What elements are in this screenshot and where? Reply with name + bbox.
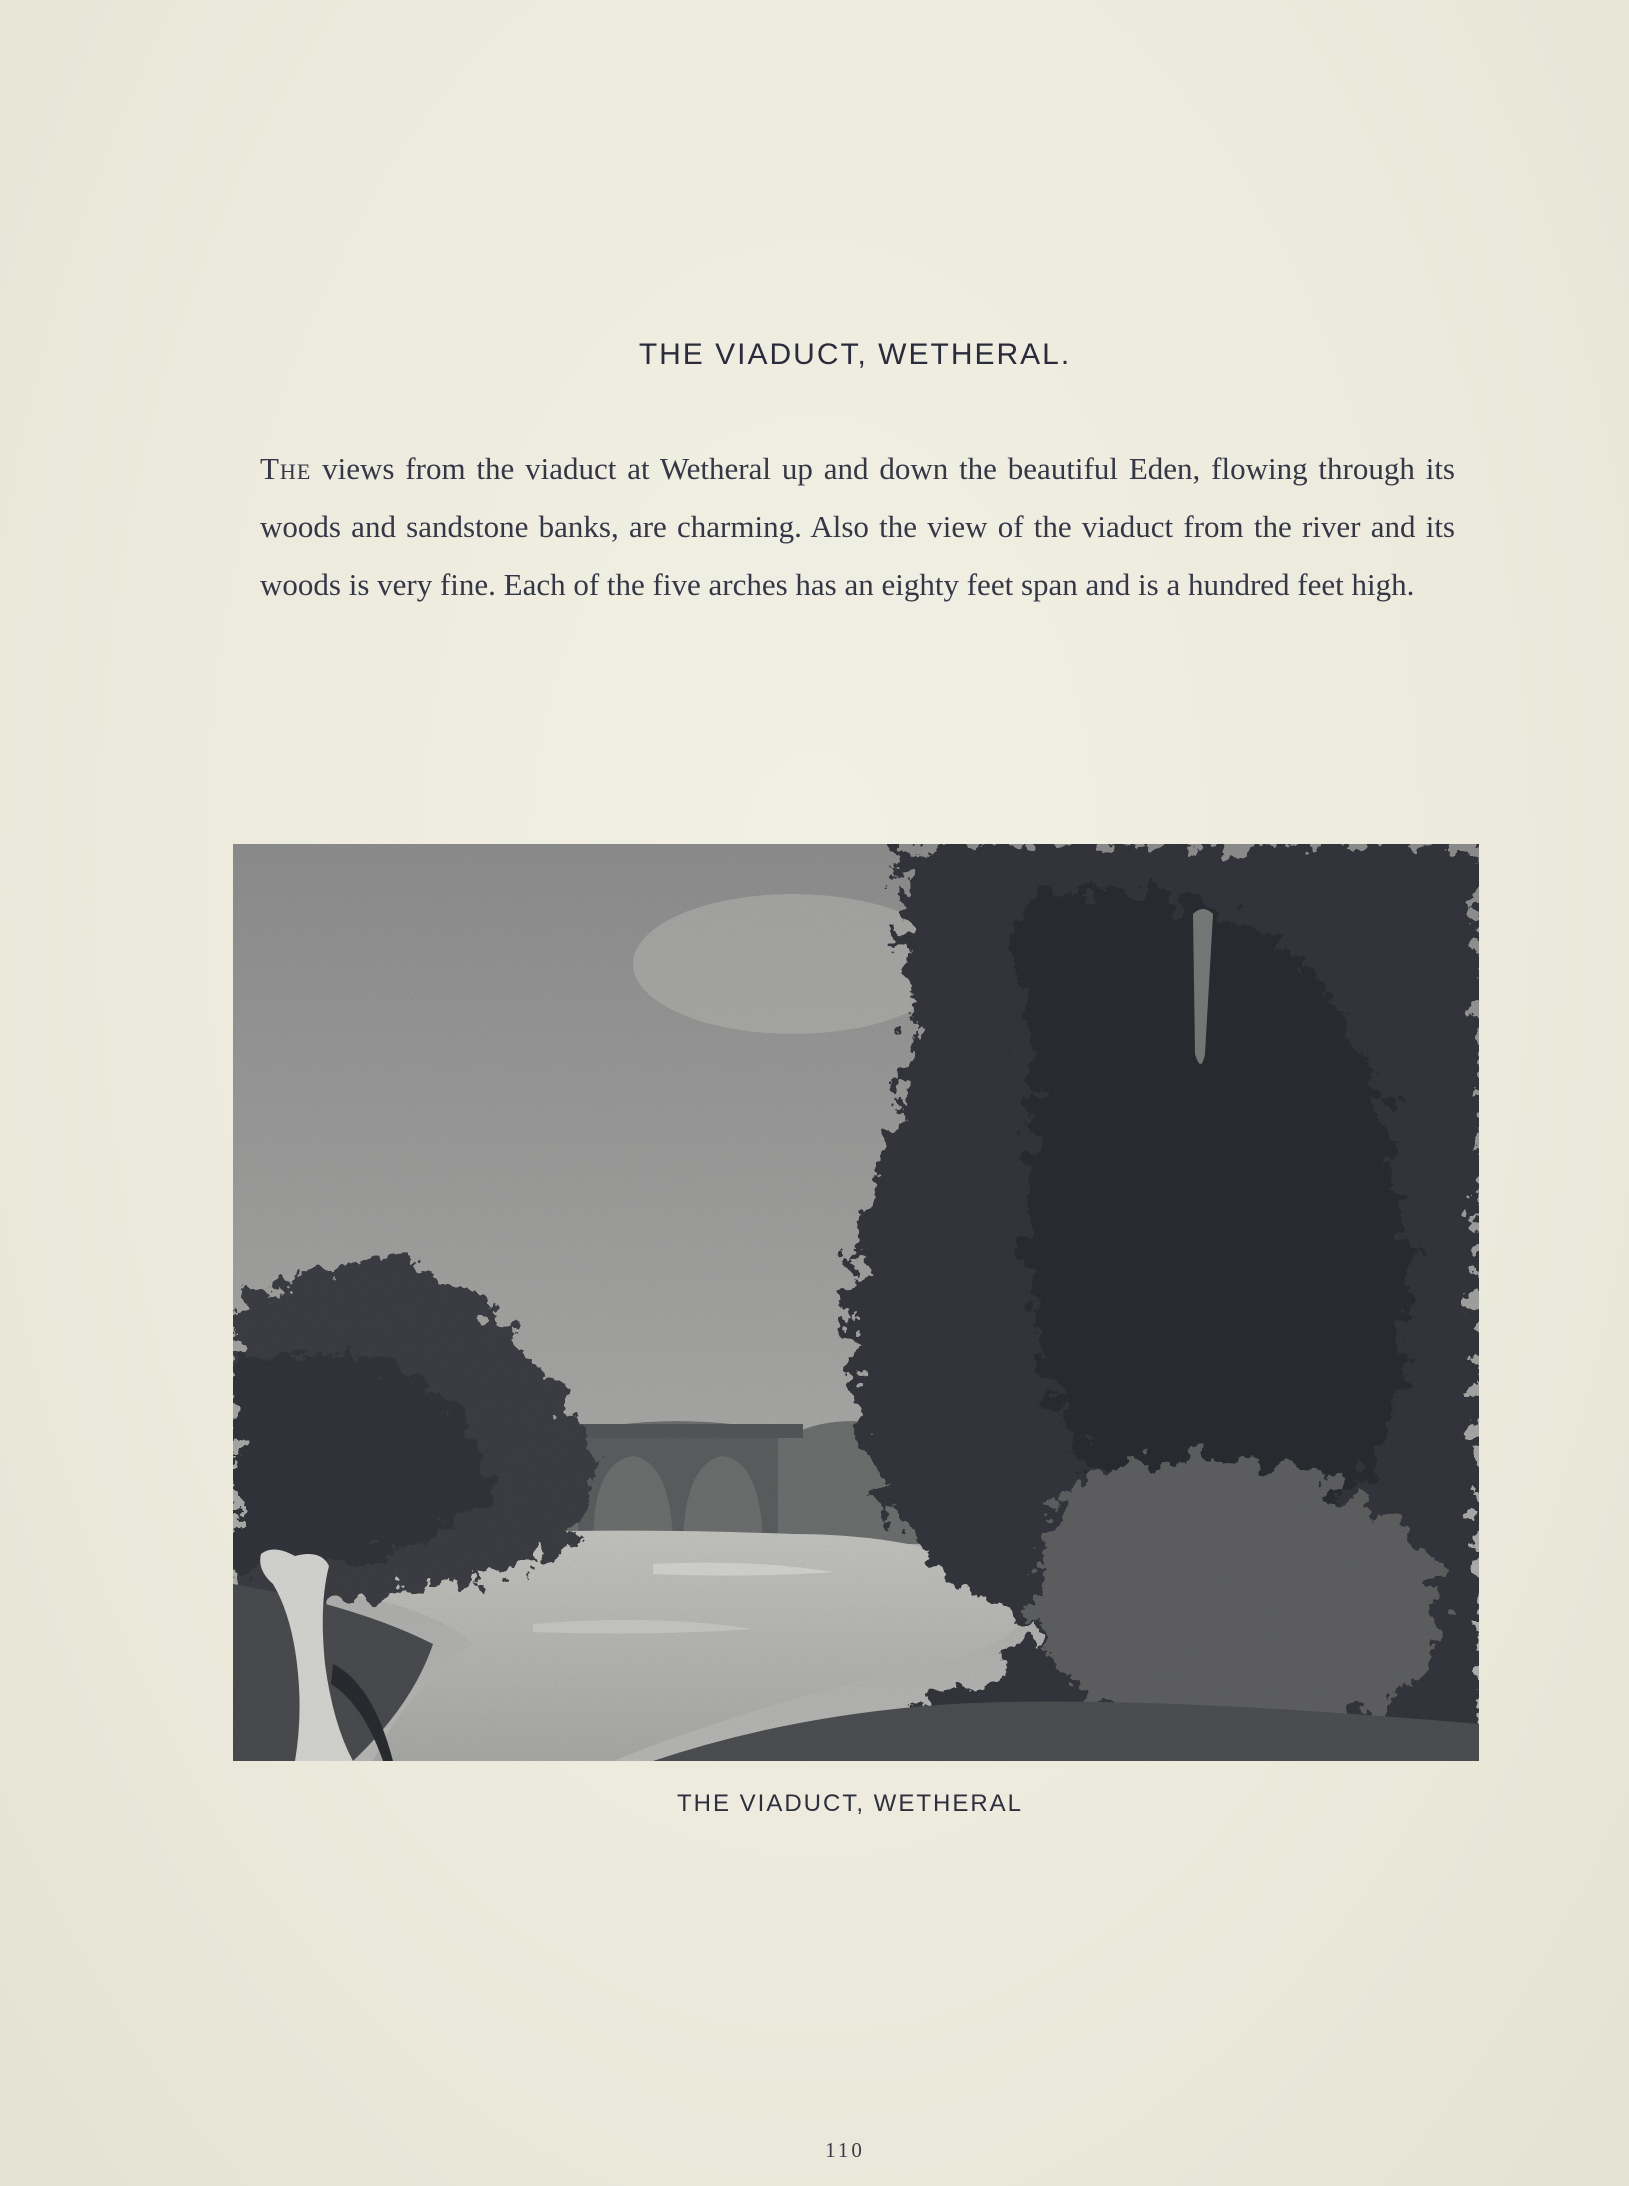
page-number: 110 (825, 2138, 865, 2162)
viaduct-photograph (233, 844, 1479, 1761)
paragraph-lead-word: The (260, 451, 312, 486)
body-paragraph (260, 440, 1455, 614)
page-title: THE VIADUCT, WETHERAL. (638, 338, 1072, 371)
paragraph-text: views from the viaduct at Wetheral up and down the beautiful Eden, flowing through its woods and sandstone banks, are charming. Also the view of the viaduct from the river and its woods is very fine. Each of the five arches has an eighty feet span and is a hundred feet high. (260, 451, 1455, 602)
figure-caption: THE VIADUCT, WETHERAL (676, 1790, 1024, 1817)
